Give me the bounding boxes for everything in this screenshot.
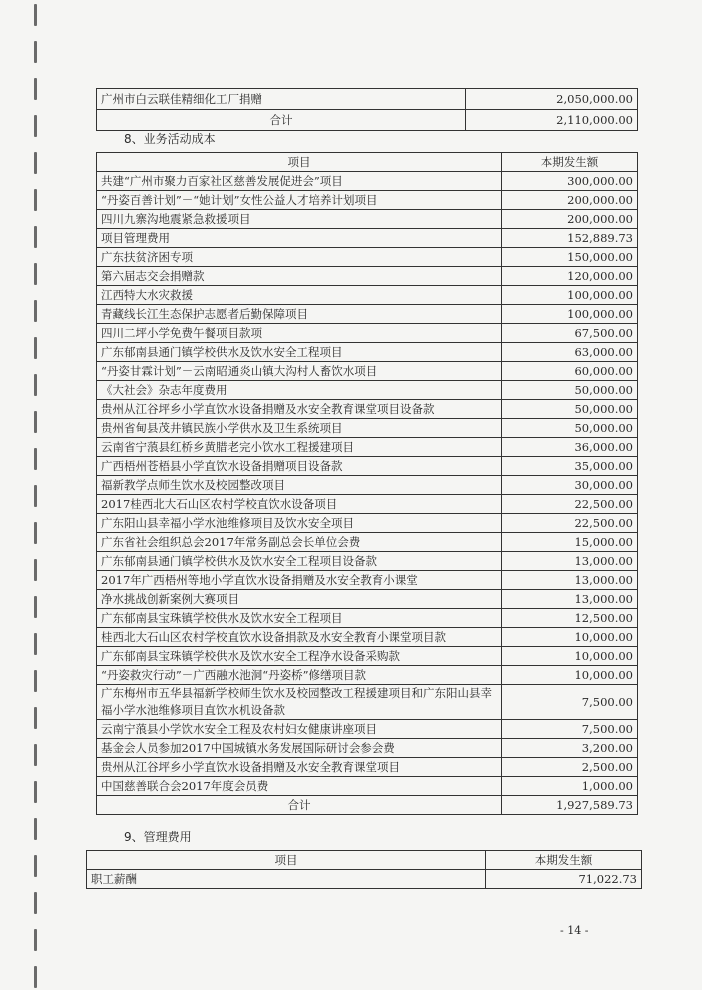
row-amount: 12,500.00 — [502, 609, 638, 628]
row-item-name: “丹姿甘霖计划”－云南昭通炎山镇大沟村人畜饮水项目 — [97, 362, 502, 381]
row-item-name: 广西梧州苍梧县小学直饮水设备捐赠项目设备款 — [97, 457, 502, 476]
binding-hole-mark — [34, 707, 37, 729]
binding-hole-mark — [34, 4, 37, 26]
row-amount: 50,000.00 — [502, 381, 638, 400]
row-item-name: 共建“广州市聚力百家社区慈善发展促进会”项目 — [97, 172, 502, 191]
table-row — [97, 533, 638, 552]
total-amount: 2,110,000.00 — [466, 110, 638, 131]
total-row — [97, 110, 638, 131]
binding-hole-mark — [34, 41, 37, 63]
table-row — [97, 571, 638, 590]
table-row — [97, 758, 638, 777]
table-row — [97, 609, 638, 628]
row-amount: 10,000.00 — [502, 647, 638, 666]
binding-hole-mark — [34, 929, 37, 951]
binding-hole-mark — [34, 485, 37, 507]
binding-hole-mark — [34, 448, 37, 470]
binding-hole-mark — [34, 892, 37, 914]
row-item-name: 广东阳山县幸福小学水池维修项目及饮水安全项目 — [97, 514, 502, 533]
row-item-name: 中国慈善联合会2017年度会员费 — [97, 777, 502, 796]
row-item-name: 广东梅州市五华县福新学校师生饮水及校园整改工程援建项目和广东阳山县幸福小学水池维修项目直饮水机设备款 — [97, 685, 502, 720]
table-row — [97, 720, 638, 739]
row-amount: 7,500.00 — [502, 685, 638, 720]
row-amount: 200,000.00 — [502, 191, 638, 210]
row-item-name: 四川二坪小学免费午餐项目款项 — [97, 324, 502, 343]
table-row — [97, 628, 638, 647]
row-item-name: 贵州省甸县茂井镇民族小学供水及卫生系统项目 — [97, 419, 502, 438]
row-amount: 3,200.00 — [502, 739, 638, 758]
table-row — [97, 495, 638, 514]
table-header-row — [97, 153, 638, 172]
table-row — [97, 476, 638, 495]
business-activity-cost-table — [96, 152, 638, 815]
row-amount: 100,000.00 — [502, 305, 638, 324]
row-amount: 2,050,000.00 — [466, 89, 638, 110]
row-amount: 30,000.00 — [502, 476, 638, 495]
row-item-name: “丹姿救灾行动”－广西融水池洞“丹姿桥”修缮项目款 — [97, 666, 502, 685]
row-amount: 120,000.00 — [502, 267, 638, 286]
row-amount: 35,000.00 — [502, 457, 638, 476]
row-amount: 22,500.00 — [502, 495, 638, 514]
row-item-name: 净水挑战创新案例大赛项目 — [97, 590, 502, 609]
row-amount: 15,000.00 — [502, 533, 638, 552]
row-amount: 100,000.00 — [502, 286, 638, 305]
row-item-name: 广东省社会组织总会2017年常务副总会长单位会费 — [97, 533, 502, 552]
table-row — [97, 739, 638, 758]
binding-hole-mark — [34, 781, 37, 803]
total-amount: 1,927,589.73 — [502, 796, 638, 815]
table-row — [97, 172, 638, 191]
binding-hole-mark — [34, 855, 37, 877]
table-row — [97, 777, 638, 796]
column-header-item: 项目 — [97, 153, 502, 172]
binding-hole-mark — [34, 633, 37, 655]
binding-hole-mark — [34, 744, 37, 766]
binding-hole-mark — [34, 226, 37, 248]
row-item-name: 江西特大水灾救援 — [97, 286, 502, 305]
table-row — [97, 552, 638, 571]
binding-hole-mark — [34, 189, 37, 211]
table-row — [97, 590, 638, 609]
row-item-name: “丹姿百善计划”－“她计划”女性公益人才培养计划项目 — [97, 191, 502, 210]
row-item-name: 广州市白云联佳精细化工厂捐赠 — [97, 89, 466, 110]
row-item-name: 广东郁南县宝珠镇学校供水及饮水安全工程净水设备采购款 — [97, 647, 502, 666]
row-item-name: 云南宁蒗县小学饮水安全工程及农村妇女健康讲座项目 — [97, 720, 502, 739]
row-item-name: 桂西北大石山区农村学校直饮水设备捐款及水安全教育小课堂项目款 — [97, 628, 502, 647]
row-item-name: 广东郁南县宝珠镇学校供水及饮水安全工程项目 — [97, 609, 502, 628]
management-expense-table — [86, 850, 642, 889]
table-row — [97, 305, 638, 324]
seal-stamp — [682, 350, 702, 520]
table-row — [97, 362, 638, 381]
row-amount: 152,889.73 — [502, 229, 638, 248]
row-item-name: 2017桂西北大石山区农村学校直饮水设备项目 — [97, 495, 502, 514]
column-header-amount: 本期发生额 — [502, 153, 638, 172]
table-row — [97, 210, 638, 229]
binding-hole-mark — [34, 78, 37, 100]
row-amount: 200,000.00 — [502, 210, 638, 229]
row-item-name: 基金会人员参加2017中国城镇水务发展国际研讨会参会费 — [97, 739, 502, 758]
row-amount: 10,000.00 — [502, 666, 638, 685]
donation-income-table-tail — [96, 88, 638, 131]
row-item-name: 四川九寨沟地震紧急救援项目 — [97, 210, 502, 229]
table-row — [97, 267, 638, 286]
table-header-row — [87, 851, 642, 870]
row-amount: 13,000.00 — [502, 590, 638, 609]
section-8-heading: 8、业务活动成本 — [124, 132, 216, 146]
row-item-name: 福新教学点师生饮水及校园整改项目 — [97, 476, 502, 495]
table-row — [97, 343, 638, 362]
row-item-name: 《大社会》杂志年度费用 — [97, 381, 502, 400]
row-amount: 13,000.00 — [502, 571, 638, 590]
row-amount: 300,000.00 — [502, 172, 638, 191]
binding-hole-mark — [34, 115, 37, 137]
table-row — [97, 229, 638, 248]
table-row — [97, 419, 638, 438]
table-row — [87, 870, 642, 889]
table-row — [97, 381, 638, 400]
row-amount: 1,000.00 — [502, 777, 638, 796]
table-row — [97, 89, 638, 110]
row-amount: 36,000.00 — [502, 438, 638, 457]
row-amount: 13,000.00 — [502, 552, 638, 571]
section-9-heading: 9、管理费用 — [124, 830, 192, 844]
binding-hole-mark — [34, 152, 37, 174]
row-item-name: 广东扶贫济困专项 — [97, 248, 502, 267]
row-item-name: 青藏线长江生态保护志愿者后勤保障项目 — [97, 305, 502, 324]
column-header-amount: 本期发生额 — [486, 851, 642, 870]
row-amount: 63,000.00 — [502, 343, 638, 362]
table-row — [97, 191, 638, 210]
table-row — [97, 438, 638, 457]
row-item-name: 云南省宁蒗县红桥乡黄腊老完小饮水工程援建项目 — [97, 438, 502, 457]
total-row — [97, 796, 638, 815]
binding-hole-mark — [34, 337, 37, 359]
row-amount: 50,000.00 — [502, 419, 638, 438]
row-amount: 67,500.00 — [502, 324, 638, 343]
binding-hole-mark — [34, 559, 37, 581]
binding-hole-mark — [34, 966, 37, 988]
table-row — [97, 457, 638, 476]
binding-hole-mark — [34, 300, 37, 322]
row-item-name: 贵州从江谷坪乡小学直饮水设备捐赠及水安全教育课堂项目设备款 — [97, 400, 502, 419]
row-amount: 60,000.00 — [502, 362, 638, 381]
row-item-name: 职工薪酬 — [87, 870, 486, 889]
table-row — [97, 685, 638, 720]
row-amount: 2,500.00 — [502, 758, 638, 777]
row-item-name: 2017年广西梧州等地小学直饮水设备捐赠及水安全教育小课堂 — [97, 571, 502, 590]
row-amount: 7,500.00 — [502, 720, 638, 739]
table-row — [97, 400, 638, 419]
binding-hole-mark — [34, 818, 37, 840]
column-header-item: 项目 — [87, 851, 486, 870]
binding-hole-mark — [34, 522, 37, 544]
binding-hole-mark — [34, 374, 37, 396]
row-item-name: 项目管理费用 — [97, 229, 502, 248]
row-item-name: 第六届志交会捐赠款 — [97, 267, 502, 286]
row-item-name: 贵州从江谷坪乡小学直饮水设备捐赠及水安全教育课堂项目 — [97, 758, 502, 777]
row-amount: 22,500.00 — [502, 514, 638, 533]
table-row — [97, 514, 638, 533]
row-item-name: 广东郁南县通门镇学校供水及饮水安全工程项目 — [97, 343, 502, 362]
binding-marks — [30, 0, 46, 990]
table-row — [97, 647, 638, 666]
total-label: 合计 — [97, 796, 502, 815]
table-row — [97, 286, 638, 305]
table-row — [97, 666, 638, 685]
table-row — [97, 324, 638, 343]
row-amount: 150,000.00 — [502, 248, 638, 267]
binding-hole-mark — [34, 596, 37, 618]
total-label: 合计 — [97, 110, 466, 131]
page-number: - 14 - — [560, 924, 589, 937]
row-amount: 10,000.00 — [502, 628, 638, 647]
binding-hole-mark — [34, 411, 37, 433]
binding-hole-mark — [34, 263, 37, 285]
row-amount: 50,000.00 — [502, 400, 638, 419]
row-item-name: 广东郁南县通门镇学校供水及饮水安全工程项目设备款 — [97, 552, 502, 571]
table-row — [97, 248, 638, 267]
row-amount: 71,022.73 — [486, 870, 642, 889]
binding-hole-mark — [34, 670, 37, 692]
